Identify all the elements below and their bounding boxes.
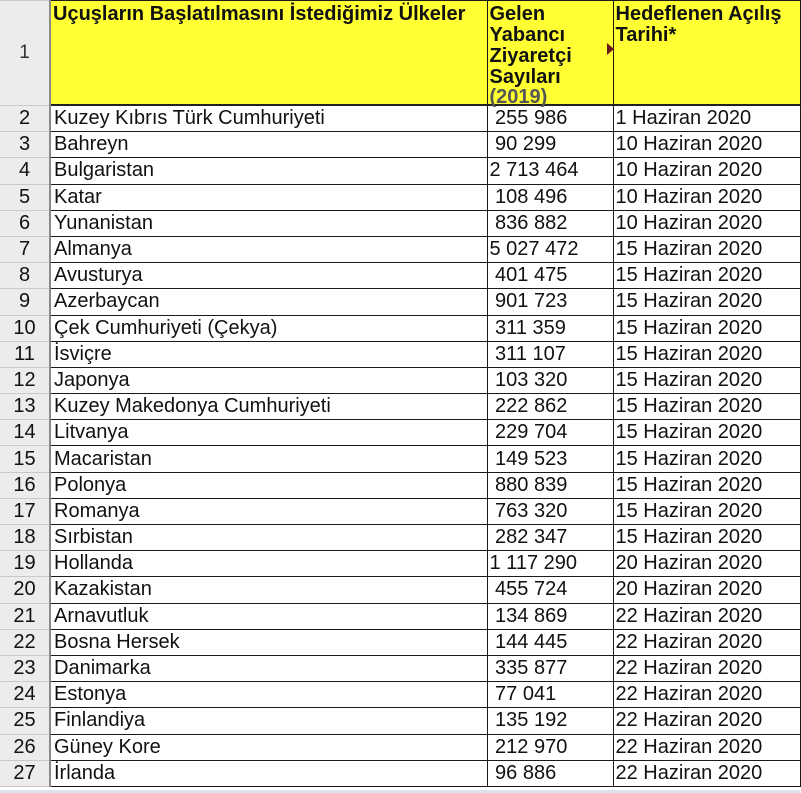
cell-country[interactable]: Finlandiya bbox=[50, 708, 487, 734]
cell-visitors[interactable]: 1 117 290 bbox=[487, 551, 613, 577]
cell-visitors[interactable]: 880 839 bbox=[487, 472, 613, 498]
cell-date[interactable]: 22 Haziran 2020 bbox=[613, 629, 800, 655]
cell-country[interactable]: Japonya bbox=[50, 367, 487, 393]
cell-date[interactable]: 15 Haziran 2020 bbox=[613, 420, 800, 446]
row-header[interactable]: 5 bbox=[0, 184, 50, 210]
table-row bbox=[0, 394, 800, 420]
cell-visitors[interactable]: 455 724 bbox=[487, 577, 613, 603]
table-row bbox=[0, 472, 800, 498]
cell-country[interactable]: Avusturya bbox=[50, 263, 487, 289]
cell-visitors[interactable]: 222 862 bbox=[487, 394, 613, 420]
cell-country[interactable]: Almanya bbox=[50, 236, 487, 262]
cell-date[interactable]: 15 Haziran 2020 bbox=[613, 315, 800, 341]
cell-date[interactable]: 15 Haziran 2020 bbox=[613, 525, 800, 551]
row-header[interactable]: 24 bbox=[0, 682, 50, 708]
table-row bbox=[0, 132, 800, 158]
cell-country[interactable]: Güney Kore bbox=[50, 734, 487, 760]
table-row bbox=[0, 655, 800, 681]
cell-date[interactable]: 1 Haziran 2020 bbox=[613, 105, 800, 132]
cell-visitors[interactable]: 255 986 bbox=[487, 105, 613, 132]
table-row bbox=[0, 577, 800, 603]
table-row bbox=[0, 682, 800, 708]
cell-date[interactable]: 22 Haziran 2020 bbox=[613, 734, 800, 760]
row-header[interactable]: 20 bbox=[0, 577, 50, 603]
cell-country[interactable]: Bosna Hersek bbox=[50, 629, 487, 655]
cell-visitors[interactable]: 282 347 bbox=[487, 525, 613, 551]
cell-date[interactable]: 20 Haziran 2020 bbox=[613, 577, 800, 603]
row-header[interactable]: 21 bbox=[0, 603, 50, 629]
cell-visitors[interactable]: 90 299 bbox=[487, 132, 613, 158]
cell-country[interactable]: Yunanistan bbox=[50, 210, 487, 236]
cell-date[interactable]: 15 Haziran 2020 bbox=[613, 341, 800, 367]
row-header[interactable]: 23 bbox=[0, 655, 50, 681]
cell-country[interactable]: Kazakistan bbox=[50, 577, 487, 603]
row-header[interactable]: 15 bbox=[0, 446, 50, 472]
cell-visitors[interactable]: 311 359 bbox=[487, 315, 613, 341]
cell-date[interactable]: 22 Haziran 2020 bbox=[613, 760, 800, 786]
row-header[interactable]: 18 bbox=[0, 525, 50, 551]
column-header-visitors[interactable] bbox=[487, 1, 613, 106]
row-header[interactable]: 13 bbox=[0, 394, 50, 420]
cell-date[interactable]: 22 Haziran 2020 bbox=[613, 682, 800, 708]
cell-visitors[interactable]: 77 041 bbox=[487, 682, 613, 708]
cell-country[interactable]: Kuzey Kıbrıs Türk Cumhuriyeti bbox=[50, 105, 487, 132]
cell-visitors[interactable]: 149 523 bbox=[487, 446, 613, 472]
cell-date[interactable]: 10 Haziran 2020 bbox=[613, 132, 800, 158]
table-row bbox=[0, 498, 800, 524]
cell-date[interactable]: 15 Haziran 2020 bbox=[613, 367, 800, 393]
cell-country[interactable]: Çek Cumhuriyeti (Çekya) bbox=[50, 315, 487, 341]
cell-country[interactable]: Romanya bbox=[50, 498, 487, 524]
table-row bbox=[0, 629, 800, 655]
column-header-visitors-label: Gelen Yabancı Ziyaretçi Sayıları bbox=[489, 3, 572, 88]
cell-date[interactable]: 15 Haziran 2020 bbox=[613, 394, 800, 420]
cell-visitors[interactable]: 335 877 bbox=[487, 655, 613, 681]
table-row bbox=[0, 158, 800, 184]
row-header[interactable]: 1 bbox=[0, 1, 50, 106]
row-header[interactable]: 4 bbox=[0, 158, 50, 184]
cell-country[interactable]: Hollanda bbox=[50, 551, 487, 577]
cell-date[interactable]: 22 Haziran 2020 bbox=[613, 603, 800, 629]
cell-visitors[interactable]: 901 723 bbox=[487, 289, 613, 315]
table-row bbox=[0, 446, 800, 472]
cell-date[interactable]: 15 Haziran 2020 bbox=[613, 472, 800, 498]
cell-visitors[interactable]: 2 713 464 bbox=[487, 158, 613, 184]
table-row bbox=[0, 603, 800, 629]
table-row bbox=[0, 420, 800, 446]
cell-visitors[interactable]: 763 320 bbox=[487, 498, 613, 524]
cell-country[interactable]: Estonya bbox=[50, 682, 487, 708]
cell-visitors[interactable]: 401 475 bbox=[487, 263, 613, 289]
row-header[interactable]: 27 bbox=[0, 760, 50, 786]
table-row bbox=[0, 236, 800, 262]
column-header-date[interactable] bbox=[613, 1, 800, 106]
cell-country[interactable]: Litvanya bbox=[50, 420, 487, 446]
table-row bbox=[0, 734, 800, 760]
table-row bbox=[0, 708, 800, 734]
cell-visitors[interactable]: 212 970 bbox=[487, 734, 613, 760]
cell-country[interactable]: Katar bbox=[50, 184, 487, 210]
cell-country[interactable]: İsviçre bbox=[50, 341, 487, 367]
cell-date[interactable]: 15 Haziran 2020 bbox=[613, 289, 800, 315]
row-header[interactable]: 16 bbox=[0, 472, 50, 498]
row-header[interactable]: 12 bbox=[0, 367, 50, 393]
table-row bbox=[0, 341, 800, 367]
cell-country[interactable]: Bulgaristan bbox=[50, 158, 487, 184]
column-header-date-label: Hedeflenen Açılış Tarihi* bbox=[615, 3, 782, 46]
row-header[interactable]: 25 bbox=[0, 708, 50, 734]
table-row bbox=[0, 184, 800, 210]
row-header[interactable]: 3 bbox=[0, 132, 50, 158]
cell-visitors[interactable]: 134 869 bbox=[487, 603, 613, 629]
cell-country[interactable]: Azerbaycan bbox=[50, 289, 487, 315]
row-header[interactable]: 10 bbox=[0, 315, 50, 341]
cell-date[interactable]: 10 Haziran 2020 bbox=[613, 210, 800, 236]
header-row bbox=[0, 1, 800, 106]
row-header[interactable]: 19 bbox=[0, 551, 50, 577]
table-row bbox=[0, 105, 800, 132]
cell-visitors[interactable]: 135 192 bbox=[487, 708, 613, 734]
row-header[interactable]: 14 bbox=[0, 420, 50, 446]
cell-date[interactable]: 15 Haziran 2020 bbox=[613, 498, 800, 524]
column-header-countries-label: Uçuşların Başlatılmasını İstediğimiz Ülkeler bbox=[53, 3, 466, 25]
cell-visitors[interactable]: 144 445 bbox=[487, 629, 613, 655]
table-row bbox=[0, 289, 800, 315]
cell-country[interactable]: Kuzey Makedonya Cumhuriyeti bbox=[50, 394, 487, 420]
table-row bbox=[0, 367, 800, 393]
cell-visitors[interactable]: 96 886 bbox=[487, 760, 613, 786]
cell-visitors[interactable]: 103 320 bbox=[487, 367, 613, 393]
table-row bbox=[0, 210, 800, 236]
table-row bbox=[0, 760, 800, 786]
row-header[interactable]: 17 bbox=[0, 498, 50, 524]
cell-visitors[interactable]: 108 496 bbox=[487, 184, 613, 210]
row-header[interactable]: 6 bbox=[0, 210, 50, 236]
cell-date[interactable]: 15 Haziran 2020 bbox=[613, 263, 800, 289]
cell-date[interactable]: 10 Haziran 2020 bbox=[613, 158, 800, 184]
cell-date[interactable]: 22 Haziran 2020 bbox=[613, 655, 800, 681]
cell-date[interactable]: 22 Haziran 2020 bbox=[613, 708, 800, 734]
row-header[interactable]: 9 bbox=[0, 289, 50, 315]
table-row bbox=[0, 551, 800, 577]
cell-visitors[interactable]: 836 882 bbox=[487, 210, 613, 236]
row-header[interactable]: 11 bbox=[0, 341, 50, 367]
row-header[interactable]: 7 bbox=[0, 236, 50, 262]
cell-country[interactable]: Bahreyn bbox=[50, 132, 487, 158]
row-header[interactable]: 2 bbox=[0, 105, 50, 132]
column-header-countries[interactable] bbox=[50, 1, 487, 106]
table-row bbox=[0, 525, 800, 551]
cell-visitors[interactable]: 229 704 bbox=[487, 420, 613, 446]
cell-visitors[interactable]: 5 027 472 bbox=[487, 236, 613, 262]
cell-country[interactable]: Arnavutluk bbox=[50, 603, 487, 629]
cell-date[interactable]: 20 Haziran 2020 bbox=[613, 551, 800, 577]
row-header[interactable]: 8 bbox=[0, 263, 50, 289]
cell-country[interactable]: İrlanda bbox=[50, 760, 487, 786]
table-row bbox=[0, 315, 800, 341]
cell-visitors[interactable]: 311 107 bbox=[487, 341, 613, 367]
column-header-visitors-overflow: (2019) bbox=[489, 86, 548, 108]
cell-country[interactable]: Danimarka bbox=[50, 655, 487, 681]
row-header[interactable]: 26 bbox=[0, 734, 50, 760]
table-row bbox=[0, 263, 800, 289]
cell-date[interactable]: 10 Haziran 2020 bbox=[613, 184, 800, 210]
cell-country[interactable]: Sırbistan bbox=[50, 525, 487, 551]
cell-country[interactable]: Polonya bbox=[50, 472, 487, 498]
cell-country[interactable]: Macaristan bbox=[50, 446, 487, 472]
cell-date[interactable]: 15 Haziran 2020 bbox=[613, 236, 800, 262]
row-header[interactable]: 22 bbox=[0, 629, 50, 655]
cell-date[interactable]: 15 Haziran 2020 bbox=[613, 446, 800, 472]
